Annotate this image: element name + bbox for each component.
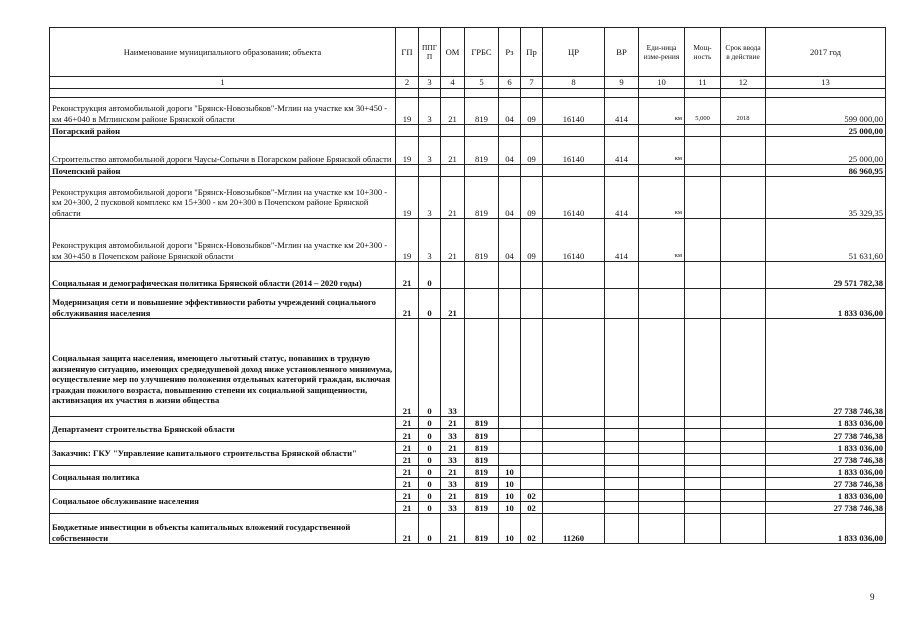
header-vr: ВР <box>605 28 639 77</box>
table-row <box>50 98 886 125</box>
cell-om: 21 <box>441 289 465 319</box>
cell-cr: 16140 <box>543 177 605 219</box>
index-cell: 12 <box>721 77 766 89</box>
cell-ppgp: 0 <box>419 429 441 442</box>
cell-grbs: 819 <box>465 417 499 429</box>
header-pr: Пр <box>521 28 543 77</box>
cell-om: 33 <box>441 478 465 490</box>
cell-rz: 04 <box>499 177 521 219</box>
cell-term: 2018 <box>721 98 766 125</box>
cell-gp: 19 <box>396 177 419 219</box>
cell-rz: 04 <box>499 98 521 125</box>
cell-grbs: 819 <box>465 466 499 478</box>
cell-amount: 25 000,00 <box>766 137 886 165</box>
header-om: ОМ <box>441 28 465 77</box>
cell-amount: 27 738 746,38 <box>766 478 886 490</box>
index-cell: 9 <box>605 77 639 89</box>
cell-pr: 09 <box>521 98 543 125</box>
cell-grbs: 819 <box>465 502 499 514</box>
row-name-text: Социальная защита населения, имеющего льготный статус, попавших в трудную жизненную ситуацию, имеющих среднедушевой доход ниже установленного минимума, осуществление мер по улучшению положения отдельных категорий граждан, включая граждан пожилого возраста, повышению степени их социальной защищенности, активизация их участия в жизни общества <box>52 353 393 405</box>
row-name: Бюджетные инвестиции в объекты капитальных вложений государственной собственности <box>50 514 396 544</box>
table-row <box>50 219 886 262</box>
spacer-row <box>50 89 886 98</box>
cell-om: 21 <box>441 466 465 478</box>
header-rz: Рз <box>499 28 521 77</box>
cell-ppgp: 0 <box>419 490 441 502</box>
cell-cr: 11260 <box>543 514 605 544</box>
cell-amount: 1 833 036,00 <box>766 289 886 319</box>
cell-unit: км <box>639 137 685 165</box>
cell-ppgp: 0 <box>419 417 441 429</box>
table-row-measure <box>50 319 886 417</box>
cell-gp: 21 <box>396 466 419 478</box>
cell-ppgp: 3 <box>419 219 441 262</box>
cell-amount: 35 329,35 <box>766 177 886 219</box>
cell-grbs: 819 <box>465 442 499 454</box>
cell-amount: 1 833 036,00 <box>766 514 886 544</box>
cell-amount: 86 960,95 <box>766 165 886 177</box>
table-row <box>50 490 886 502</box>
cell-grbs: 819 <box>465 429 499 442</box>
cell-om: 21 <box>441 514 465 544</box>
cell-grbs: 819 <box>465 490 499 502</box>
cell-om: 33 <box>441 319 465 417</box>
cell-ppgp: 0 <box>419 289 441 319</box>
row-name: Социальное обслуживание населения <box>50 490 396 514</box>
cell-grbs: 819 <box>465 514 499 544</box>
header-unit: Еди-ница изме-рения <box>639 28 685 77</box>
cell-ppgp: 0 <box>419 454 441 466</box>
cell-ppgp: 0 <box>419 514 441 544</box>
row-name: Модернизация сети и повышение эффективности работы учреждений социального обслуживания населения <box>50 289 396 319</box>
header-cr: ЦР <box>543 28 605 77</box>
cell-vr: 414 <box>605 137 639 165</box>
cell-om: 21 <box>441 417 465 429</box>
index-cell: 4 <box>441 77 465 89</box>
cell-unit: км <box>639 98 685 125</box>
cell-gp: 21 <box>396 429 419 442</box>
cell-ppgp: 0 <box>419 319 441 417</box>
row-name: Заказчик: ГКУ "Управление капитального строительства Брянской области" <box>50 442 396 466</box>
cell-pr: 02 <box>521 502 543 514</box>
cell-amount: 27 738 746,38 <box>766 454 886 466</box>
cell-gp: 21 <box>396 262 419 289</box>
table-row-measure <box>50 289 886 319</box>
table-row <box>50 137 886 165</box>
cell-pr: 09 <box>521 137 543 165</box>
cell-amount: 51 631,60 <box>766 219 886 262</box>
cell-unit: км <box>639 219 685 262</box>
cell-om: 33 <box>441 429 465 442</box>
row-name: Почепский район <box>50 165 396 177</box>
row-name: Социальная и демографическая политика Брянской области (2014 – 2020 годы) <box>50 262 396 289</box>
row-name: Реконструкция автомобильной дороги "Брянск-Новозыбков"-Мглин на участке км 30+450 - км 46+040 в Мглинском районе Брянской области <box>50 98 396 125</box>
header-year: 2017 год <box>766 28 886 77</box>
table-header-row <box>50 28 886 77</box>
table-row <box>50 514 886 544</box>
cell-ppgp: 3 <box>419 177 441 219</box>
index-cell: 2 <box>396 77 419 89</box>
index-cell: 3 <box>419 77 441 89</box>
cell-gp: 21 <box>396 454 419 466</box>
cell-vr: 414 <box>605 177 639 219</box>
cell-vr: 414 <box>605 98 639 125</box>
index-cell: 10 <box>639 77 685 89</box>
table-row-district <box>50 165 886 177</box>
budget-table <box>49 27 886 544</box>
cell-grbs: 819 <box>465 137 499 165</box>
cell-rz: 10 <box>499 514 521 544</box>
index-cell: 6 <box>499 77 521 89</box>
cell-om: 21 <box>441 490 465 502</box>
table-row-program <box>50 262 886 289</box>
cell-pr: 02 <box>521 514 543 544</box>
cell-amount: 29 571 782,38 <box>766 262 886 289</box>
cell-amount: 1 833 036,00 <box>766 417 886 429</box>
cell-rz: 10 <box>499 490 521 502</box>
cell-amount: 25 000,00 <box>766 125 886 137</box>
cell-cr: 16140 <box>543 137 605 165</box>
cell-om: 21 <box>441 98 465 125</box>
index-cell: 7 <box>521 77 543 89</box>
cell-power: 5,000 <box>685 98 721 125</box>
cell-gp: 21 <box>396 490 419 502</box>
cell-gp: 21 <box>396 417 419 429</box>
cell-pr: 09 <box>521 219 543 262</box>
cell-grbs: 819 <box>465 478 499 490</box>
header-ppgp: ППГ П <box>419 28 441 77</box>
cell-om: 33 <box>441 454 465 466</box>
index-cell: 1 <box>50 77 396 89</box>
header-name: Наименование муниципального образования; объекта <box>50 28 396 77</box>
cell-amount: 27 738 746,38 <box>766 319 886 417</box>
index-cell: 5 <box>465 77 499 89</box>
row-name: Погарский район <box>50 125 396 137</box>
cell-amount: 27 738 746,38 <box>766 429 886 442</box>
cell-rz: 10 <box>499 466 521 478</box>
table-row <box>50 177 886 219</box>
header-term: Срок ввода в действие <box>721 28 766 77</box>
cell-unit: км <box>639 177 685 219</box>
row-name: Департамент строительства Брянской области <box>50 417 396 442</box>
cell-amount: 1 833 036,00 <box>766 490 886 502</box>
header-gp: ГП <box>396 28 419 77</box>
row-name: Строительство автомобильной дороги Чаусы-Сопычи в Погарском районе Брянской области <box>50 137 396 165</box>
cell-gp: 19 <box>396 137 419 165</box>
column-index-row <box>50 77 886 89</box>
cell-ppgp: 0 <box>419 262 441 289</box>
table-row <box>50 466 886 478</box>
cell-gp: 21 <box>396 319 419 417</box>
cell-grbs: 819 <box>465 177 499 219</box>
cell-ppgp: 0 <box>419 466 441 478</box>
cell-gp: 19 <box>396 219 419 262</box>
page-number: 9 <box>870 592 875 602</box>
header-power: Мощ-ность <box>685 28 721 77</box>
cell-om: 21 <box>441 442 465 454</box>
cell-ppgp: 0 <box>419 442 441 454</box>
cell-om: 21 <box>441 219 465 262</box>
table-row <box>50 417 886 429</box>
cell-ppgp: 0 <box>419 478 441 490</box>
cell-ppgp: 3 <box>419 98 441 125</box>
cell-gp: 21 <box>396 502 419 514</box>
cell-ppgp: 3 <box>419 137 441 165</box>
cell-vr: 414 <box>605 219 639 262</box>
row-name: Реконструкция автомобильной дороги "Брянск-Новозыбков"-Мглин на участке км 10+300 - км 20+300, 2 пусковой комплекс км 15+300 - км 20+300 в Почепском районе Брянской области <box>50 177 396 219</box>
cell-gp: 19 <box>396 98 419 125</box>
cell-amount: 599 000,00 <box>766 98 886 125</box>
index-cell: 11 <box>685 77 721 89</box>
table-row <box>50 442 886 454</box>
cell-grbs: 819 <box>465 98 499 125</box>
index-cell: 8 <box>543 77 605 89</box>
cell-gp: 21 <box>396 514 419 544</box>
cell-cr: 16140 <box>543 219 605 262</box>
cell-om: 33 <box>441 502 465 514</box>
cell-rz: 04 <box>499 137 521 165</box>
cell-rz: 10 <box>499 502 521 514</box>
cell-rz: 10 <box>499 478 521 490</box>
cell-amount: 27 738 746,38 <box>766 502 886 514</box>
cell-gp: 21 <box>396 289 419 319</box>
table-row-district <box>50 125 886 137</box>
row-name: Социальная политика <box>50 466 396 490</box>
cell-amount: 1 833 036,00 <box>766 466 886 478</box>
index-cell: 13 <box>766 77 886 89</box>
row-name: Реконструкция автомобильной дороги "Брянск-Новозыбков"-Мглин на участке км 20+300 - км 30+450 в Почепском районе Брянской области <box>50 219 396 262</box>
cell-grbs: 819 <box>465 454 499 466</box>
cell-pr: 02 <box>521 490 543 502</box>
cell-gp: 21 <box>396 442 419 454</box>
cell-om: 21 <box>441 137 465 165</box>
cell-cr: 16140 <box>543 98 605 125</box>
cell-rz: 04 <box>499 219 521 262</box>
header-grbs: ГРБС <box>465 28 499 77</box>
row-name <box>50 319 396 417</box>
cell-amount: 1 833 036,00 <box>766 442 886 454</box>
cell-pr: 09 <box>521 177 543 219</box>
cell-om: 21 <box>441 177 465 219</box>
cell-grbs: 819 <box>465 219 499 262</box>
cell-gp: 21 <box>396 478 419 490</box>
cell-ppgp: 0 <box>419 502 441 514</box>
